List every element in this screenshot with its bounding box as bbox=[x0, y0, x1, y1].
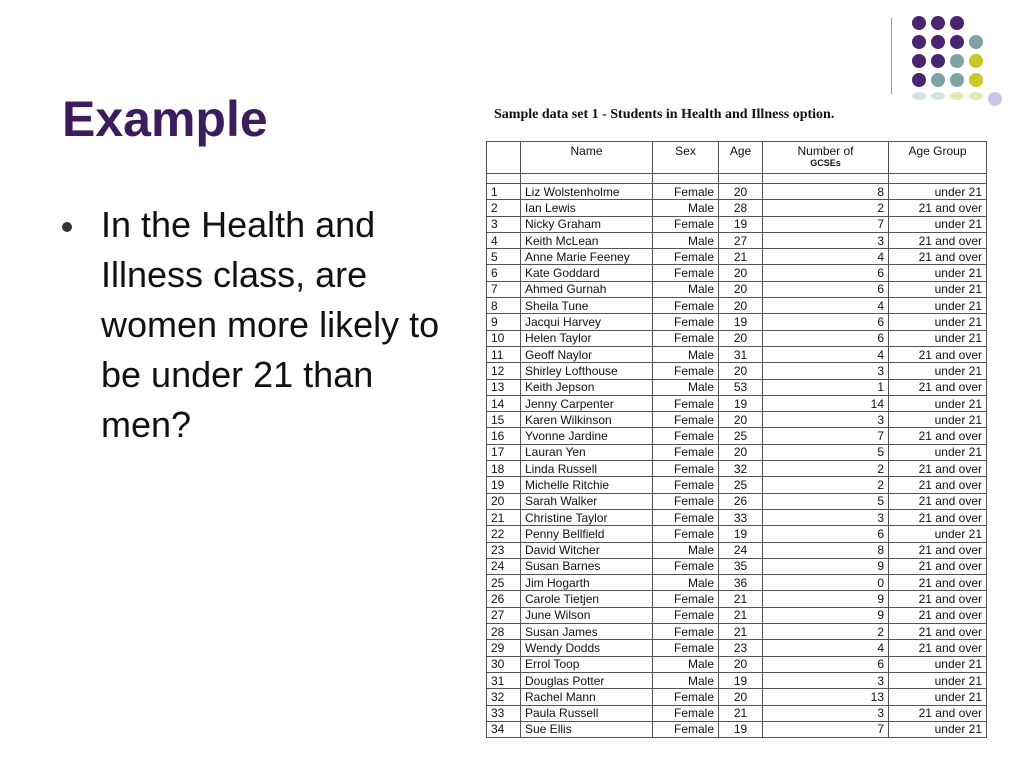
table-row bbox=[487, 705, 987, 721]
sex-cell: Female bbox=[653, 607, 719, 623]
decor-dot bbox=[969, 54, 983, 68]
age-group-cell: 21 and over bbox=[889, 493, 987, 509]
gcse-count-cell: 9 bbox=[763, 591, 889, 607]
sex-cell: Female bbox=[653, 330, 719, 346]
table-row bbox=[487, 575, 987, 591]
age-cell: 20 bbox=[719, 689, 763, 705]
age-cell: 21 bbox=[719, 607, 763, 623]
row-number-cell: 32 bbox=[487, 689, 521, 705]
gcse-count-cell: 5 bbox=[763, 444, 889, 460]
age-group-cell: under 21 bbox=[889, 656, 987, 672]
age-cell: 19 bbox=[719, 721, 763, 737]
age-cell: 27 bbox=[719, 232, 763, 248]
name-cell: Karen Wilkinson bbox=[521, 412, 653, 428]
table-row bbox=[487, 298, 987, 314]
name-cell: Sue Ellis bbox=[521, 721, 653, 737]
name-cell: Christine Taylor bbox=[521, 509, 653, 525]
gcse-count-cell: 4 bbox=[763, 346, 889, 362]
table-row bbox=[487, 444, 987, 460]
bullet-icon bbox=[62, 222, 72, 232]
gcse-count-cell: 2 bbox=[763, 624, 889, 640]
decor-dot bbox=[969, 73, 983, 87]
gcse-count-cell: 2 bbox=[763, 477, 889, 493]
name-cell: Nicky Graham bbox=[521, 216, 653, 232]
column-header-gcses bbox=[763, 142, 889, 174]
table-row bbox=[487, 721, 987, 737]
row-number-cell: 19 bbox=[487, 477, 521, 493]
row-number-cell: 33 bbox=[487, 705, 521, 721]
table-row bbox=[487, 184, 987, 200]
sex-cell: Male bbox=[653, 379, 719, 395]
decor-dot bbox=[931, 92, 945, 100]
sex-cell: Female bbox=[653, 624, 719, 640]
table-row bbox=[487, 281, 987, 297]
gcse-count-cell: 8 bbox=[763, 542, 889, 558]
row-number-cell: 15 bbox=[487, 412, 521, 428]
name-cell: Helen Taylor bbox=[521, 330, 653, 346]
row-number-cell: 21 bbox=[487, 509, 521, 525]
age-group-cell: 21 and over bbox=[889, 558, 987, 574]
decorative-dot-pattern bbox=[906, 12, 1016, 112]
bullet-item bbox=[62, 200, 442, 450]
age-cell: 20 bbox=[719, 412, 763, 428]
age-cell: 25 bbox=[719, 477, 763, 493]
row-number-cell: 8 bbox=[487, 298, 521, 314]
table-row bbox=[487, 624, 987, 640]
decor-dot bbox=[969, 92, 983, 100]
age-group-cell: 21 and over bbox=[889, 705, 987, 721]
spacer-cell bbox=[763, 174, 889, 184]
row-number-cell: 22 bbox=[487, 526, 521, 542]
age-cell: 19 bbox=[719, 314, 763, 330]
gcse-count-cell: 4 bbox=[763, 249, 889, 265]
age-group-cell: 21 and over bbox=[889, 346, 987, 362]
spacer-cell bbox=[889, 174, 987, 184]
spacer-cell bbox=[719, 174, 763, 184]
name-cell: Ahmed Gurnah bbox=[521, 281, 653, 297]
table-row bbox=[487, 461, 987, 477]
age-cell: 20 bbox=[719, 444, 763, 460]
age-group-cell: 21 and over bbox=[889, 461, 987, 477]
age-cell: 35 bbox=[719, 558, 763, 574]
age-group-cell: 21 and over bbox=[889, 232, 987, 248]
age-group-cell: under 21 bbox=[889, 363, 987, 379]
age-group-cell: under 21 bbox=[889, 216, 987, 232]
table-row bbox=[487, 395, 987, 411]
sex-cell: Female bbox=[653, 689, 719, 705]
gcse-count-cell: 6 bbox=[763, 330, 889, 346]
age-cell: 19 bbox=[719, 216, 763, 232]
sex-cell: Male bbox=[653, 542, 719, 558]
gcse-count-cell: 14 bbox=[763, 395, 889, 411]
column-header-sex: Sex bbox=[653, 142, 719, 174]
age-cell: 20 bbox=[719, 281, 763, 297]
table-row bbox=[487, 330, 987, 346]
age-cell: 20 bbox=[719, 330, 763, 346]
age-group-cell: 21 and over bbox=[889, 477, 987, 493]
sex-cell: Female bbox=[653, 216, 719, 232]
gcse-count-cell: 2 bbox=[763, 200, 889, 216]
row-number-cell: 13 bbox=[487, 379, 521, 395]
table-row bbox=[487, 346, 987, 362]
name-cell: Kate Goddard bbox=[521, 265, 653, 281]
decor-dot bbox=[969, 35, 983, 49]
gcse-count-cell: 6 bbox=[763, 656, 889, 672]
table-row bbox=[487, 558, 987, 574]
decor-dot bbox=[931, 54, 945, 68]
row-number-cell: 27 bbox=[487, 607, 521, 623]
sex-cell: Female bbox=[653, 265, 719, 281]
gcse-count-cell: 6 bbox=[763, 281, 889, 297]
age-cell: 20 bbox=[719, 265, 763, 281]
sex-cell: Male bbox=[653, 232, 719, 248]
column-header-number bbox=[487, 142, 521, 174]
row-number-cell: 9 bbox=[487, 314, 521, 330]
age-cell: 21 bbox=[719, 591, 763, 607]
row-number-cell: 7 bbox=[487, 281, 521, 297]
table-row bbox=[487, 656, 987, 672]
name-cell: Wendy Dodds bbox=[521, 640, 653, 656]
name-cell: Ian Lewis bbox=[521, 200, 653, 216]
sex-cell: Female bbox=[653, 314, 719, 330]
age-cell: 19 bbox=[719, 526, 763, 542]
table-row bbox=[487, 379, 987, 395]
header-divider-line bbox=[891, 18, 892, 94]
age-group-cell: under 21 bbox=[889, 672, 987, 688]
name-cell: Jacqui Harvey bbox=[521, 314, 653, 330]
name-cell: Sheila Tune bbox=[521, 298, 653, 314]
row-number-cell: 20 bbox=[487, 493, 521, 509]
table-row bbox=[487, 428, 987, 444]
sex-cell: Female bbox=[653, 461, 719, 477]
sex-cell: Male bbox=[653, 281, 719, 297]
name-cell: Liz Wolstenholme bbox=[521, 184, 653, 200]
age-group-cell: 21 and over bbox=[889, 542, 987, 558]
decor-dot bbox=[950, 73, 964, 87]
table-row bbox=[487, 542, 987, 558]
age-group-cell: under 21 bbox=[889, 395, 987, 411]
decor-dot bbox=[931, 73, 945, 87]
table-row bbox=[487, 591, 987, 607]
name-cell: Lauran Yen bbox=[521, 444, 653, 460]
row-number-cell: 14 bbox=[487, 395, 521, 411]
row-number-cell: 25 bbox=[487, 575, 521, 591]
age-cell: 20 bbox=[719, 656, 763, 672]
age-group-cell: under 21 bbox=[889, 314, 987, 330]
name-cell: Penny Bellfield bbox=[521, 526, 653, 542]
decor-dot bbox=[912, 54, 926, 68]
name-cell: June Wilson bbox=[521, 607, 653, 623]
column-header-age-group: Age Group bbox=[889, 142, 987, 174]
table-row bbox=[487, 232, 987, 248]
decor-dot bbox=[912, 92, 926, 100]
row-number-cell: 30 bbox=[487, 656, 521, 672]
gcse-count-cell: 4 bbox=[763, 640, 889, 656]
row-number-cell: 4 bbox=[487, 232, 521, 248]
table-caption: Sample data set 1 - Students in Health and Illness option. bbox=[494, 107, 835, 122]
name-cell: Geoff Naylor bbox=[521, 346, 653, 362]
spacer-cell bbox=[653, 174, 719, 184]
table-row bbox=[487, 363, 987, 379]
age-cell: 26 bbox=[719, 493, 763, 509]
name-cell: Anne Marie Feeney bbox=[521, 249, 653, 265]
age-group-cell: under 21 bbox=[889, 444, 987, 460]
row-number-cell: 3 bbox=[487, 216, 521, 232]
table-row bbox=[487, 689, 987, 705]
age-cell: 31 bbox=[719, 346, 763, 362]
sex-cell: Female bbox=[653, 444, 719, 460]
age-cell: 20 bbox=[719, 298, 763, 314]
decor-dot bbox=[950, 16, 964, 30]
table-row bbox=[487, 249, 987, 265]
age-group-cell: 21 and over bbox=[889, 249, 987, 265]
table-row bbox=[487, 200, 987, 216]
gcse-count-cell: 7 bbox=[763, 428, 889, 444]
name-cell: Keith Jepson bbox=[521, 379, 653, 395]
table-row bbox=[487, 493, 987, 509]
row-number-cell: 26 bbox=[487, 591, 521, 607]
decor-dot bbox=[912, 73, 926, 87]
age-group-cell: 21 and over bbox=[889, 591, 987, 607]
column-header-age: Age bbox=[719, 142, 763, 174]
age-group-cell: 21 and over bbox=[889, 428, 987, 444]
sex-cell: Female bbox=[653, 705, 719, 721]
name-cell: Jim Hogarth bbox=[521, 575, 653, 591]
table-body bbox=[487, 174, 987, 738]
name-cell: Sarah Walker bbox=[521, 493, 653, 509]
decor-dot bbox=[950, 92, 964, 100]
age-cell: 53 bbox=[719, 379, 763, 395]
gcse-count-cell: 4 bbox=[763, 298, 889, 314]
row-number-cell: 28 bbox=[487, 624, 521, 640]
row-number-cell: 10 bbox=[487, 330, 521, 346]
sex-cell: Male bbox=[653, 200, 719, 216]
sex-cell: Female bbox=[653, 509, 719, 525]
name-cell: Shirley Lofthouse bbox=[521, 363, 653, 379]
decor-dot bbox=[931, 35, 945, 49]
row-number-cell: 17 bbox=[487, 444, 521, 460]
gcse-count-cell: 9 bbox=[763, 558, 889, 574]
sex-cell: Male bbox=[653, 346, 719, 362]
spacer-cell bbox=[521, 174, 653, 184]
sex-cell: Female bbox=[653, 249, 719, 265]
age-cell: 19 bbox=[719, 395, 763, 411]
sex-cell: Female bbox=[653, 184, 719, 200]
row-number-cell: 31 bbox=[487, 672, 521, 688]
age-cell: 36 bbox=[719, 575, 763, 591]
table-row bbox=[487, 509, 987, 525]
student-data-table bbox=[486, 141, 987, 738]
gcse-count-cell: 9 bbox=[763, 607, 889, 623]
age-group-cell: 21 and over bbox=[889, 509, 987, 525]
gcse-count-cell: 2 bbox=[763, 461, 889, 477]
name-cell: Susan James bbox=[521, 624, 653, 640]
age-group-cell: under 21 bbox=[889, 526, 987, 542]
age-cell: 25 bbox=[719, 428, 763, 444]
decor-dot bbox=[950, 35, 964, 49]
sex-cell: Male bbox=[653, 672, 719, 688]
sex-cell: Female bbox=[653, 428, 719, 444]
sex-cell: Female bbox=[653, 640, 719, 656]
name-cell: Linda Russell bbox=[521, 461, 653, 477]
gcse-count-cell: 13 bbox=[763, 689, 889, 705]
table-row bbox=[487, 640, 987, 656]
sex-cell: Female bbox=[653, 412, 719, 428]
gcse-count-cell: 1 bbox=[763, 379, 889, 395]
age-cell: 28 bbox=[719, 200, 763, 216]
age-group-cell: 21 and over bbox=[889, 640, 987, 656]
table-row bbox=[487, 412, 987, 428]
table-header-row bbox=[487, 142, 987, 174]
gcse-count-cell: 6 bbox=[763, 265, 889, 281]
slide-title: Example bbox=[62, 91, 268, 147]
age-cell: 19 bbox=[719, 672, 763, 688]
sex-cell: Female bbox=[653, 395, 719, 411]
table-row bbox=[487, 216, 987, 232]
row-number-cell: 18 bbox=[487, 461, 521, 477]
sex-cell: Female bbox=[653, 591, 719, 607]
row-number-cell: 5 bbox=[487, 249, 521, 265]
sex-cell: Female bbox=[653, 526, 719, 542]
row-number-cell: 24 bbox=[487, 558, 521, 574]
bullet-text: In the Health and Illness class, are women more likely to be under 21 than men? bbox=[101, 204, 440, 445]
name-cell: Paula Russell bbox=[521, 705, 653, 721]
gcse-count-cell: 8 bbox=[763, 184, 889, 200]
age-group-cell: under 21 bbox=[889, 330, 987, 346]
age-group-cell: under 21 bbox=[889, 412, 987, 428]
gcse-count-cell: 6 bbox=[763, 314, 889, 330]
age-group-cell: under 21 bbox=[889, 689, 987, 705]
age-cell: 21 bbox=[719, 249, 763, 265]
age-cell: 32 bbox=[719, 461, 763, 477]
table-row bbox=[487, 477, 987, 493]
table-row bbox=[487, 265, 987, 281]
gcse-header-line1: Number of bbox=[797, 144, 854, 158]
table-row bbox=[487, 314, 987, 330]
name-cell: Douglas Potter bbox=[521, 672, 653, 688]
table-row bbox=[487, 526, 987, 542]
age-group-cell: under 21 bbox=[889, 298, 987, 314]
age-cell: 24 bbox=[719, 542, 763, 558]
age-group-cell: 21 and over bbox=[889, 575, 987, 591]
sex-cell: Female bbox=[653, 558, 719, 574]
table-row bbox=[487, 672, 987, 688]
spacer-cell bbox=[487, 174, 521, 184]
gcse-count-cell: 0 bbox=[763, 575, 889, 591]
row-number-cell: 12 bbox=[487, 363, 521, 379]
age-group-cell: 21 and over bbox=[889, 607, 987, 623]
gcse-count-cell: 3 bbox=[763, 672, 889, 688]
table-spacer-row bbox=[487, 174, 987, 184]
sex-cell: Female bbox=[653, 477, 719, 493]
row-number-cell: 23 bbox=[487, 542, 521, 558]
sex-cell: Female bbox=[653, 721, 719, 737]
row-number-cell: 1 bbox=[487, 184, 521, 200]
gcse-count-cell: 6 bbox=[763, 526, 889, 542]
gcse-count-cell: 7 bbox=[763, 216, 889, 232]
age-cell: 21 bbox=[719, 624, 763, 640]
row-number-cell: 11 bbox=[487, 346, 521, 362]
column-header-name: Name bbox=[521, 142, 653, 174]
name-cell: Michelle Ritchie bbox=[521, 477, 653, 493]
age-group-cell: under 21 bbox=[889, 721, 987, 737]
age-cell: 20 bbox=[719, 184, 763, 200]
decor-dot bbox=[931, 16, 945, 30]
decor-dot bbox=[912, 16, 926, 30]
sex-cell: Female bbox=[653, 493, 719, 509]
gcse-count-cell: 3 bbox=[763, 412, 889, 428]
name-cell: Susan Barnes bbox=[521, 558, 653, 574]
gcse-header-line2: GCSEs bbox=[810, 158, 841, 168]
age-cell: 23 bbox=[719, 640, 763, 656]
sex-cell: Female bbox=[653, 363, 719, 379]
gcse-count-cell: 3 bbox=[763, 705, 889, 721]
age-cell: 20 bbox=[719, 363, 763, 379]
gcse-count-cell: 3 bbox=[763, 509, 889, 525]
gcse-count-cell: 3 bbox=[763, 232, 889, 248]
decor-dot bbox=[988, 92, 1002, 106]
age-cell: 21 bbox=[719, 705, 763, 721]
name-cell: Keith McLean bbox=[521, 232, 653, 248]
name-cell: David Witcher bbox=[521, 542, 653, 558]
age-cell: 33 bbox=[719, 509, 763, 525]
age-group-cell: 21 and over bbox=[889, 379, 987, 395]
sex-cell: Female bbox=[653, 298, 719, 314]
age-group-cell: 21 and over bbox=[889, 200, 987, 216]
name-cell: Carole Tietjen bbox=[521, 591, 653, 607]
gcse-count-cell: 7 bbox=[763, 721, 889, 737]
table-row bbox=[487, 607, 987, 623]
name-cell: Yvonne Jardine bbox=[521, 428, 653, 444]
sex-cell: Male bbox=[653, 575, 719, 591]
row-number-cell: 29 bbox=[487, 640, 521, 656]
age-group-cell: under 21 bbox=[889, 184, 987, 200]
decor-dot bbox=[950, 54, 964, 68]
name-cell: Jenny Carpenter bbox=[521, 395, 653, 411]
row-number-cell: 34 bbox=[487, 721, 521, 737]
age-group-cell: under 21 bbox=[889, 265, 987, 281]
row-number-cell: 2 bbox=[487, 200, 521, 216]
row-number-cell: 6 bbox=[487, 265, 521, 281]
name-cell: Rachel Mann bbox=[521, 689, 653, 705]
row-number-cell: 16 bbox=[487, 428, 521, 444]
gcse-count-cell: 3 bbox=[763, 363, 889, 379]
decor-dot bbox=[912, 35, 926, 49]
name-cell: Errol Toop bbox=[521, 656, 653, 672]
age-group-cell: under 21 bbox=[889, 281, 987, 297]
age-group-cell: 21 and over bbox=[889, 624, 987, 640]
gcse-count-cell: 5 bbox=[763, 493, 889, 509]
sex-cell: Male bbox=[653, 656, 719, 672]
